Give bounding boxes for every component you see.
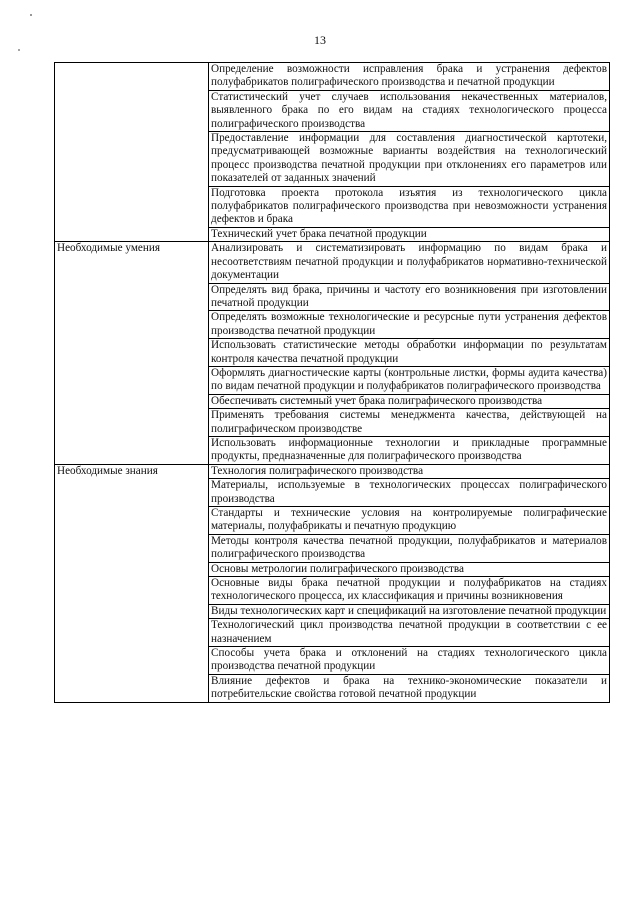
table-cell: Определять возможные технологические и ресурсные пути устранения дефектов производства печатной продукции [209,311,610,339]
table-cell: Технологический цикл производства печатной продукции в соответствии с ее назначением [209,619,610,647]
table-cell: Использовать информационные технологии и прикладные программные продукты, предназначенные для полиграфического производства [209,436,610,464]
table-cell: Влияние дефектов и брака на технико-экономические показатели и потребительские свойства готовой печатной продукции [209,674,610,702]
table-cell: Технология полиграфического производства [209,464,610,478]
table-cell: Обеспечивать системный учет брака полиграфического производства [209,394,610,408]
page-number: 13 [314,33,326,47]
scan-speck [30,14,32,16]
table-cell: Анализировать и систематизировать информацию по видам брака и несоответствиям печатной продукции и полуфабрикатов нормативно-технической документации [209,242,610,283]
table-cell: Виды технологических карт и спецификаций на изготовление печатной продукции [209,604,610,618]
table-cell: Стандарты и технические условия на контролируемые полиграфические материалы, полуфабрикаты и печатную продукцию [209,507,610,535]
table-cell: Основные виды брака печатной продукции и полуфабрикатов на стадиях технологического процесса, их классификация и причины возникновения [209,577,610,605]
table-cell: Способы учета брака и отклонений на стадиях технологического цикла производства печатной продукции [209,647,610,675]
table-cell: Определять вид брака, причины и частоту его возникновения при изготовлении печатной продукции [209,283,610,311]
table-cell: Материалы, используемые в технологических процессах полиграфического производства [209,479,610,507]
table-cell: Подготовка проекта протокола изъятия из технологического цикла полуфабрикатов полиграфического производства при невозможности устранения дефектов и брака [209,186,610,227]
table-row [55,464,610,478]
scan-speck [18,49,20,51]
table-row [55,63,610,91]
table-cell: Методы контроля качества печатной продукции, полуфабрикатов и материалов полиграфического производства [209,534,610,562]
table-cell: Определение возможности исправления брака и устранения дефектов полуфабрикатов полиграфического производства и печатной продукции [209,63,610,91]
section-label: Необходимые умения [55,242,209,465]
table-cell: Технический учет брака печатной продукции [209,227,610,241]
table-cell: Использовать статистические методы обработки информации по результатам контроля качества печатной продукции [209,339,610,367]
table-cell: Оформлять диагностические карты (контрольные листки, формы аудита качества) по видам печатной продукции и полуфабрикатов полиграфического производства [209,366,610,394]
table-row [55,242,610,283]
table-cell: Применять требования системы менеджмента качества, действующей на полиграфическом производстве [209,409,610,437]
table-cell: Предоставление информации для составления диагностической картотеки, предусматривающей возможные варианты воздействия на технологический процесс производства печатной продукции при отклонениях его параметров или показателей от заданных значений [209,132,610,187]
table-cell: Статистический учет случаев использования некачественных материалов, выявленного брака по его видам на стадиях технологического процесса полиграфического производства [209,90,610,131]
section-label: Необходимые знания [55,464,209,702]
table-cell: Основы метрологии полиграфического производства [209,562,610,576]
requirements-table [54,62,610,703]
section-label [55,63,209,242]
